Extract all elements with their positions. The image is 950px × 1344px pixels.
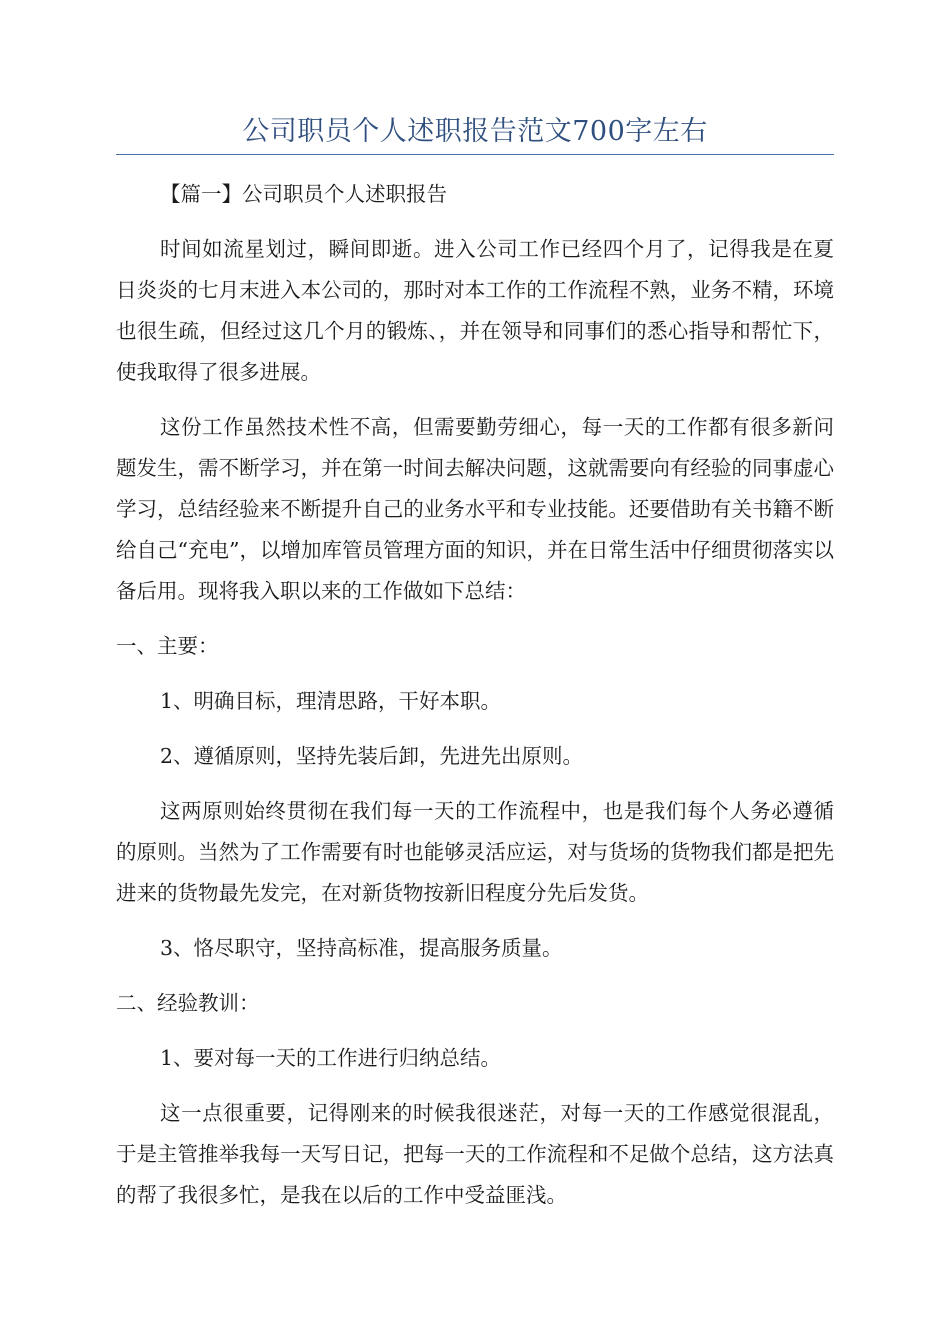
list-item: 2、遵循原则，坚持先装后卸，先进先出原则。 (160, 744, 584, 768)
paragraph: 这一点很重要，记得刚来的时候我很迷茫，对每一天的工作感觉很混乱，于是主管推举我每一天写日记，把每一天的工作流程和不足做个总结，这方法真的帮了我很多忙，是我在以后的工作中受益匪浅。 (116, 1101, 834, 1207)
section-heading: 二、经验教训： (116, 991, 260, 1015)
document-body (116, 174, 834, 1230)
paragraph: 这份工作虽然技术性不高，但需要勤劳细心，每一天的工作都有很多新问题发生，需不断学习，并在第一时间去解决问题，这就需要向有经验的同事虚心学习，总结经验来不断提升自己的业务水平和专业技能。还要借助有关书籍不断给自己“充电”，以增加库管员管理方面的知识，并在日常生活中仔细贯彻落实以备后用。现将我入职以来的工作做如下总结： (116, 415, 834, 603)
paragraph: 这两原则始终贯彻在我们每一天的工作流程中，也是我们每个人务必遵循的原则。当然为了工作需要有时也能够灵活应运，对与货场的货物我们都是把先进来的货物最先发完，在对新货物按新旧程度分先后发货。 (116, 799, 834, 905)
list-item: 1、明确目标，理清思路，干好本职。 (160, 689, 502, 713)
section-heading: 一、主要： (116, 634, 219, 658)
document-title: 公司职员个人述职报告范文700字左右 (242, 116, 708, 147)
section-heading: 【篇一】公司职员个人述职报告 (160, 182, 447, 206)
list-item: 1、要对每一天的工作进行归纳总结。 (160, 1046, 502, 1070)
title-underline (116, 154, 834, 155)
paragraph: 时间如流星划过，瞬间即逝。进入公司工作已经四个月了，记得我是在夏日炎炎的七月末进入本公司的，那时对本工作的工作流程不熟，业务不精，环境也很生疏，但经过这几个月的锻炼、，并在领导和同事们的悉心指导和帮忙下，使我取得了很多进展。 (116, 237, 834, 384)
list-item: 3、恪尽职守，坚持高标准，提高服务质量。 (160, 936, 563, 960)
